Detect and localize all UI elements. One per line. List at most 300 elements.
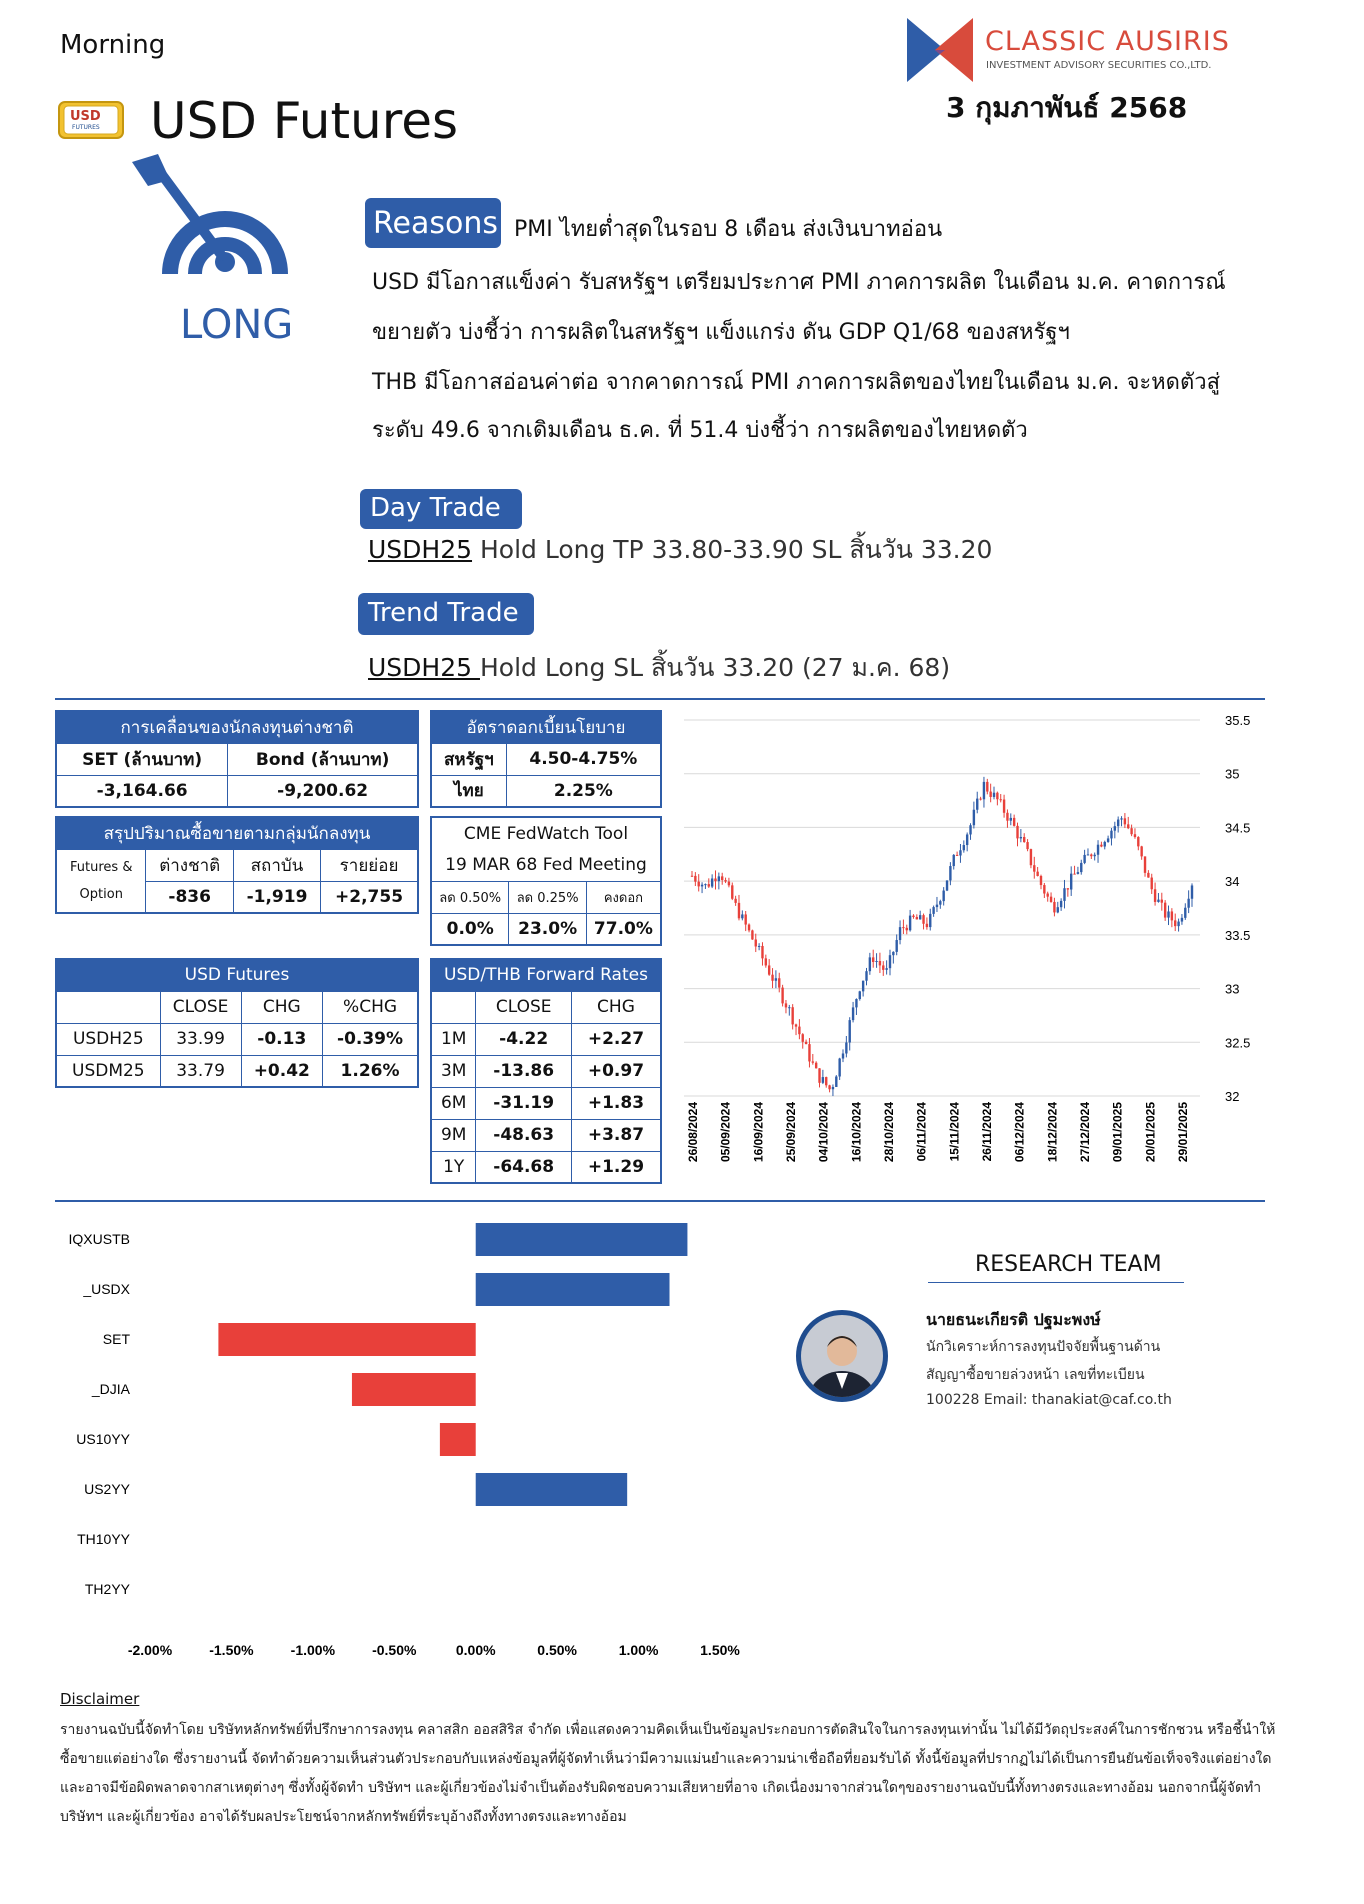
candle-body — [996, 793, 998, 800]
candle-body — [1124, 818, 1126, 824]
candle-body — [691, 876, 693, 877]
x-tick-label: 26/08/2024 — [686, 1102, 700, 1163]
candle-body — [1177, 922, 1179, 927]
candle-body — [895, 940, 897, 952]
trend-trade-label: Trend Trade — [358, 593, 534, 635]
retail-value: +2,755 — [321, 881, 418, 913]
candle-body — [1167, 911, 1169, 917]
x-tick-label: 29/01/2025 — [1176, 1102, 1190, 1163]
forward-rates-title: USD/THB Forward Rates — [431, 959, 661, 991]
candle-body — [1070, 874, 1072, 890]
candle-body — [1067, 888, 1069, 889]
candle-body — [1013, 818, 1015, 826]
tenor: 1M — [431, 1023, 476, 1055]
tenor: 3M — [431, 1055, 476, 1087]
brand-subtitle: INVESTMENT ADVISORY SECURITIES CO.,LTD. — [986, 60, 1212, 71]
futures-option-label — [56, 849, 146, 913]
candle-body — [973, 810, 975, 825]
investor-group-table — [55, 816, 419, 914]
day-trade-symbol: USDH25 — [368, 535, 473, 564]
candle-body — [869, 957, 871, 971]
disclaimer-text: รายงานฉบับนี้จัดทำโดย บริษัทหลักทรัพย์ที่ปรึกษาการลงทุน คลาสสิก ออสสิริส จำกัด เพื่อแสดงความคิดเห็นเป็นข้อมูลประกอบการตัดสินใจในการลงทุนเท่านั้น ไม่ได้มีวัตถุประสงค์ในการชักชวน หรือชี้นำให้ซื้อขายแต่อย่างใด ซึ่งรายงานนี้ จัดทำด้วยความเห็นส่วนตัวประกอบกับแหล่งข้อมูลที่ผู้จัดทำเห็นว่ามีความแม่นยำและความน่าเชื่อถือที่ยอมรับได้ ทั้งนี้ข้อมูลที่ปรากฏไม่ได้เป็นการยืนยันข้อเท็จจริงแต่อย่างใดและอาจมีข้อผิดพลาดจากสาเหตุต่างๆ ซึ่งทั้งผู้จัดทำ บริษัทฯ และผู้เกี่ยวข้องไม่จำเป็นต้องรับผิดชอบความเสียหายที่อาจ เกิดเนื่องมาจากส่วนใดๆของรายงานฉบับนี้ทั้งทางตรงและทางอ้อม นอกจากนี้ผู้จัดทำ บริษัทฯ และผู้เกี่ยวข้อง อาจได้รับผลประโยชน์จากหลักทรัพย์ที่ระบุอ้างถึงทั้งทางตรงและทางอ้อม — [60, 1722, 1276, 1825]
candle-body — [1164, 903, 1166, 918]
candle-body — [1026, 842, 1028, 849]
x-tick-label: 15/11/2024 — [947, 1102, 962, 1162]
candle-body — [849, 1020, 851, 1042]
x-tick-label: 05/09/2024 — [718, 1102, 733, 1163]
candle-body — [889, 955, 891, 968]
option-label: Option — [79, 886, 123, 902]
x-tick-label: 26/11/2024 — [980, 1102, 994, 1162]
bar-category-label: US2YY — [84, 1481, 130, 1497]
bar — [476, 1273, 670, 1306]
candle-body — [698, 882, 700, 887]
candle-body — [1120, 818, 1122, 819]
candle-body — [798, 1027, 800, 1035]
report-date: 3 กุมภาพันธ์ 2568 — [946, 91, 1188, 124]
forward-close: -13.86 — [476, 1055, 571, 1087]
svg-text:USD: USD — [70, 109, 101, 124]
candle-body — [1181, 918, 1183, 922]
trend-trade-symbol: USDH25 — [368, 653, 480, 682]
tenor: 6M — [431, 1087, 476, 1119]
candle-body — [832, 1087, 834, 1089]
candle-body — [1010, 818, 1012, 821]
candle-body — [1033, 865, 1035, 871]
reason-line-4: ระดับ 49.6 จากเดิมเดือน ธ.ค. ที่ 51.4 บ่งชี้ว่า การผลิตของไทยหดตัว — [372, 418, 1028, 443]
candle-body — [885, 968, 887, 970]
candle-body — [718, 876, 720, 881]
candle-body — [855, 999, 857, 1007]
candle-body — [1174, 920, 1176, 926]
forward-chg: +3.87 — [571, 1119, 661, 1151]
page-title: USD Futures — [150, 92, 459, 150]
candle-body — [734, 899, 736, 903]
bar-x-tick-label: -2.00% — [127, 1642, 173, 1658]
x-tick-label: 25/09/2024 — [784, 1102, 798, 1163]
candle-body — [1030, 849, 1032, 865]
candle-body — [818, 1068, 820, 1083]
candle-body — [1090, 854, 1092, 856]
candle-body — [1100, 845, 1102, 847]
y-tick-label: 32 — [1225, 1089, 1240, 1104]
forward-col-close: CLOSE — [476, 991, 571, 1023]
candle-body — [939, 901, 941, 905]
y-tick-label: 35 — [1225, 766, 1240, 782]
candle-body — [1053, 902, 1055, 912]
bar-x-tick-label: 0.50% — [537, 1642, 577, 1658]
set-value: -3,164.66 — [56, 775, 228, 807]
candle-body — [993, 793, 995, 797]
candle-body — [845, 1042, 847, 1053]
candle-body — [983, 782, 985, 799]
candle-body — [1097, 845, 1099, 855]
bar-x-tick-label: 1.00% — [618, 1642, 659, 1658]
section-divider-bottom — [55, 1200, 1265, 1202]
forward-close: -48.63 — [476, 1119, 571, 1151]
row-chg: +0.42 — [241, 1055, 323, 1087]
bar-x-tick-label: -1.50% — [209, 1642, 254, 1658]
table-row — [431, 1087, 661, 1119]
candle-body — [1157, 900, 1159, 902]
row-pct: -0.39% — [323, 1023, 418, 1055]
candle-body — [919, 915, 921, 919]
candle-body — [942, 891, 944, 902]
bar-category-label: US10YY — [76, 1431, 130, 1447]
candle-body — [812, 1061, 814, 1062]
candle-body — [1016, 826, 1018, 839]
candle-body — [842, 1053, 844, 1058]
tenor: 9M — [431, 1119, 476, 1151]
col-retail: รายย่อย — [321, 849, 418, 881]
fedwatch-hold-value: 77.0% — [586, 913, 661, 945]
candle-body — [731, 885, 733, 898]
usd-futures-title: USD Futures — [56, 959, 418, 991]
x-tick-label: 28/10/2024 — [882, 1102, 896, 1163]
candle-body — [953, 855, 955, 866]
fedwatch-col-cut25: ลด 0.25% — [509, 881, 586, 913]
candle-body — [771, 975, 773, 981]
candle-body — [862, 981, 864, 992]
candle-body — [795, 1024, 797, 1026]
candle-body — [802, 1034, 804, 1042]
candle-body — [755, 939, 757, 946]
candle-body — [949, 866, 951, 880]
candle-body — [778, 978, 780, 987]
day-trade-label: Day Trade — [360, 489, 522, 529]
candle-body — [704, 884, 706, 885]
reason-line-2: ขยายตัว บ่งชี้ว่า การผลิตในสหรัฐฯ แข็งแกร่ง ดัน GDP Q1/68 ของสหรัฐฯ — [372, 320, 1070, 345]
y-tick-label: 33.5 — [1225, 927, 1251, 943]
candle-body — [738, 903, 740, 918]
candle-body — [1036, 872, 1038, 876]
candle-body — [791, 1007, 793, 1024]
candle-body — [781, 988, 783, 1004]
bar — [218, 1323, 475, 1356]
candle-body — [708, 884, 710, 886]
analyst-line-1: นักวิเคราะห์การลงทุนปัจจัยพื้นฐานด้าน — [926, 1339, 1161, 1355]
candle-body — [1083, 855, 1085, 863]
set-label: SET (ล้านบาท) — [56, 743, 228, 775]
candle-body — [1127, 824, 1129, 828]
forward-blank — [431, 991, 476, 1023]
candle-body — [768, 965, 770, 974]
research-team-title: RESEARCH TEAM — [975, 1252, 1162, 1277]
candle-body — [1187, 899, 1189, 908]
usd-futures-blank — [56, 991, 160, 1023]
candle-body — [1117, 820, 1119, 827]
candle-body — [899, 927, 901, 940]
candle-body — [859, 991, 861, 999]
day-trade-text: Hold Long TP 33.80-33.90 SL สิ้นวัน 33.20 — [472, 535, 993, 564]
candle-body — [902, 927, 904, 928]
candle-body — [1000, 799, 1002, 800]
fedwatch-title: CME FedWatch Tool — [431, 817, 661, 849]
bar — [352, 1373, 476, 1406]
policy-rate-table — [430, 710, 662, 808]
candle-body — [728, 882, 730, 886]
bar-category-label: TH10YY — [77, 1531, 130, 1547]
trend-trade-line — [368, 648, 950, 688]
x-tick-label: 18/12/2024 — [1045, 1102, 1060, 1163]
table-row — [56, 1023, 418, 1055]
candle-body — [748, 925, 750, 931]
row-chg: -0.13 — [241, 1023, 323, 1055]
candle-body — [1107, 838, 1109, 841]
table-row — [431, 1151, 661, 1183]
bar-category-label: IQXUSTB — [68, 1231, 130, 1247]
candle-body — [1003, 800, 1005, 813]
candle-body — [1191, 885, 1193, 898]
row-close: 33.79 — [160, 1055, 241, 1087]
forward-chg: +2.27 — [571, 1023, 661, 1055]
position-label: LONG — [180, 302, 294, 348]
candle-body — [1040, 876, 1042, 885]
forward-chg: +0.97 — [571, 1055, 661, 1087]
institution-value: -1,919 — [233, 881, 320, 913]
candle-body — [906, 928, 908, 930]
th-rate-label: ไทย — [431, 775, 506, 807]
forward-close: -4.22 — [476, 1023, 571, 1055]
y-tick-label: 33 — [1225, 981, 1240, 997]
candle-body — [956, 855, 958, 856]
candle-body — [1171, 911, 1173, 920]
brand-name: CLASSIC AUSIRIS — [985, 26, 1230, 57]
candle-body — [724, 880, 726, 882]
x-tick-label: 20/01/2025 — [1143, 1102, 1158, 1163]
candle-body — [1020, 837, 1022, 838]
forward-chg: +1.83 — [571, 1087, 661, 1119]
bar-category-label: SET — [102, 1331, 130, 1347]
candle-body — [879, 961, 881, 965]
candle-body — [694, 876, 696, 882]
col-chg: CHG — [241, 991, 323, 1023]
candle-body — [1147, 873, 1149, 878]
candle-body — [1060, 901, 1062, 907]
candle-body — [936, 905, 938, 907]
candle-body — [1184, 908, 1186, 918]
forward-rates-table — [430, 958, 662, 1184]
forward-chg: +1.29 — [571, 1151, 661, 1183]
svg-text:FUTURES: FUTURES — [72, 124, 100, 131]
candle-body — [761, 946, 763, 958]
bar-category-label: _USDX — [83, 1281, 130, 1297]
x-tick-label: 06/11/2024 — [914, 1102, 929, 1162]
candle-body — [989, 792, 991, 797]
us-rate-label: สหรัฐฯ — [431, 743, 506, 775]
candle-body — [1140, 846, 1142, 856]
fedwatch-table — [430, 816, 662, 946]
forward-close: -64.68 — [476, 1151, 571, 1183]
table-row — [431, 1055, 661, 1087]
candle-body — [822, 1077, 824, 1083]
candle-body — [929, 914, 931, 927]
candle-body — [711, 878, 713, 886]
candle-body — [1154, 889, 1156, 902]
forward-close: -31.19 — [476, 1087, 571, 1119]
trend-trade-text: Hold Long SL สิ้นวัน 33.20 (27 ม.ค. 68) — [479, 653, 951, 682]
candle-body — [932, 907, 934, 914]
y-tick-label: 32.5 — [1225, 1035, 1251, 1051]
table-row — [431, 1023, 661, 1055]
y-tick-label: 35.5 — [1225, 716, 1251, 728]
candle-body — [1073, 874, 1075, 875]
candle-body — [1144, 856, 1146, 872]
candle-body — [775, 978, 777, 981]
candle-body — [979, 799, 981, 800]
policy-rate-title: อัตราดอกเบี้ยนโยบาย — [431, 711, 661, 743]
candle-body — [1043, 885, 1045, 893]
col-foreign: ต่างชาติ — [146, 849, 233, 881]
candle-body — [758, 946, 760, 947]
bar — [440, 1423, 476, 1456]
candle-body — [912, 916, 914, 917]
x-tick-label: 04/10/2024 — [816, 1102, 831, 1163]
bond-value: -9,200.62 — [228, 775, 418, 807]
analyst-photo — [801, 1315, 883, 1397]
candle-body — [852, 1007, 854, 1020]
bond-label: Bond (ล้านบาท) — [228, 743, 418, 775]
candle-body — [1057, 907, 1059, 912]
candle-body — [882, 965, 884, 969]
candle-body — [969, 825, 971, 834]
candle-body — [808, 1044, 810, 1061]
candle-body — [986, 782, 988, 792]
bar-x-tick-label: -1.00% — [290, 1642, 336, 1658]
futures-label: Futures & — [70, 859, 133, 875]
reasons-label: Reasons — [365, 198, 501, 248]
bar — [476, 1473, 627, 1506]
col-institution: สถาบัน — [233, 849, 320, 881]
candle-body — [872, 957, 874, 962]
candle-body — [765, 958, 767, 965]
candle-body — [1093, 855, 1095, 856]
candle-body — [1063, 888, 1065, 901]
candle-body — [865, 971, 867, 981]
x-tick-label: 09/01/2025 — [1110, 1102, 1125, 1163]
foreign-flow-table — [55, 710, 419, 808]
forward-col-chg: CHG — [571, 991, 661, 1023]
candle-body — [959, 850, 961, 855]
candle-body — [721, 876, 723, 880]
reason-line-1: USD มีโอกาสแข็งค่า รับสหรัฐฯ เตรียมประกาศ PMI ภาคการผลิต ในเดือน ม.ค. คาดการณ์ — [372, 270, 1226, 295]
candle-body — [1104, 842, 1106, 847]
analyst-line-2: สัญญาซื้อขายล่วงหน้า เลขที่ทะเบียน — [926, 1367, 1145, 1383]
usd-candlestick-chart — [680, 716, 1260, 1196]
disclaimer-title: Disclaimer — [60, 1690, 140, 1708]
th-rate-value: 2.25% — [506, 775, 661, 807]
candle-body — [875, 961, 877, 962]
table-row — [431, 1119, 661, 1151]
fedwatch-cut50-value: 0.0% — [431, 913, 509, 945]
foreign-value: -836 — [146, 881, 233, 913]
candle-body — [751, 930, 753, 939]
y-tick-label: 34 — [1225, 874, 1240, 890]
table-row — [56, 1055, 418, 1087]
x-tick-label: 16/10/2024 — [849, 1102, 864, 1163]
fedwatch-col-hold: คงดอก — [586, 881, 661, 913]
col-pctchg: %CHG — [323, 991, 418, 1023]
candle-body — [741, 914, 743, 918]
fedwatch-cut25-value: 23.0% — [509, 913, 586, 945]
analyst-name: นายธนะเกียรติ ปฐมะพงษ์ — [926, 1310, 1101, 1329]
candle-body — [963, 845, 965, 850]
x-tick-label: 27/12/2024 — [1078, 1102, 1092, 1163]
candle-body — [1130, 828, 1132, 834]
candle-body — [922, 915, 924, 924]
candle-body — [966, 834, 968, 845]
candle-body — [1077, 872, 1079, 874]
usd-futures-logo — [58, 98, 124, 142]
col-close: CLOSE — [160, 991, 241, 1023]
candle-body — [892, 952, 894, 955]
candle-body — [1050, 897, 1052, 902]
candle-body — [1080, 863, 1082, 872]
usd-futures-table — [55, 958, 419, 1088]
day-trade-line — [368, 530, 992, 570]
candle-body — [805, 1042, 807, 1044]
candle-body — [1110, 831, 1112, 839]
row-pct: 1.26% — [323, 1055, 418, 1087]
candle-body — [835, 1076, 837, 1086]
avatar — [796, 1310, 888, 1402]
candle-body — [1047, 894, 1049, 897]
candle-body — [1137, 837, 1139, 846]
candle-body — [926, 924, 928, 927]
target-arrow-icon — [130, 152, 320, 277]
bar-category-label: _DJIA — [91, 1381, 130, 1397]
row-close: 33.99 — [160, 1023, 241, 1055]
bar-x-tick-label: -0.50% — [372, 1642, 417, 1658]
candle-body — [815, 1063, 817, 1069]
reasons-headline: PMI ไทยต่ำสุดในรอบ 8 เดือน ส่งเงินบาทอ่อน — [514, 217, 943, 242]
research-divider — [928, 1282, 1184, 1283]
candle-body — [1114, 826, 1116, 831]
bar-category-label: TH2YY — [84, 1581, 130, 1597]
candle-body — [785, 1003, 787, 1007]
row-name: USDH25 — [56, 1023, 160, 1055]
bar-x-tick-label: 0.00% — [455, 1642, 496, 1658]
edition-label: Morning — [60, 30, 166, 60]
us-rate-value: 4.50-4.75% — [506, 743, 661, 775]
candle-body — [1161, 900, 1163, 903]
candle-body — [1134, 834, 1136, 837]
foreign-flow-title: การเคลื่อนของนักลงทุนต่างชาติ — [56, 711, 418, 743]
candle-body — [1023, 837, 1025, 842]
change-bar-chart — [55, 1215, 755, 1675]
y-tick-label: 34.5 — [1225, 820, 1251, 836]
candle-body — [946, 880, 948, 890]
analyst-line-3: 100228 Email: thanakiat@caf.co.th — [926, 1392, 1172, 1408]
fedwatch-col-cut50: ลด 0.50% — [431, 881, 509, 913]
candle-body — [916, 917, 918, 919]
candle-body — [744, 914, 746, 924]
candle-body — [909, 916, 911, 931]
candle-body — [828, 1085, 830, 1089]
bar — [476, 1223, 688, 1256]
candle-body — [701, 885, 703, 887]
x-tick-label: 06/12/2024 — [1012, 1102, 1027, 1163]
candle-body — [838, 1059, 840, 1077]
candle-body — [1151, 878, 1153, 890]
x-tick-label: 16/09/2024 — [751, 1102, 766, 1163]
classic-ausiris-logo — [905, 16, 975, 84]
candle-body — [788, 1007, 790, 1008]
candle-body — [1087, 854, 1089, 855]
bar-x-tick-label: 1.50% — [700, 1642, 740, 1658]
fedwatch-meeting: 19 MAR 68 Fed Meeting — [431, 849, 661, 881]
candle-body — [825, 1077, 827, 1085]
